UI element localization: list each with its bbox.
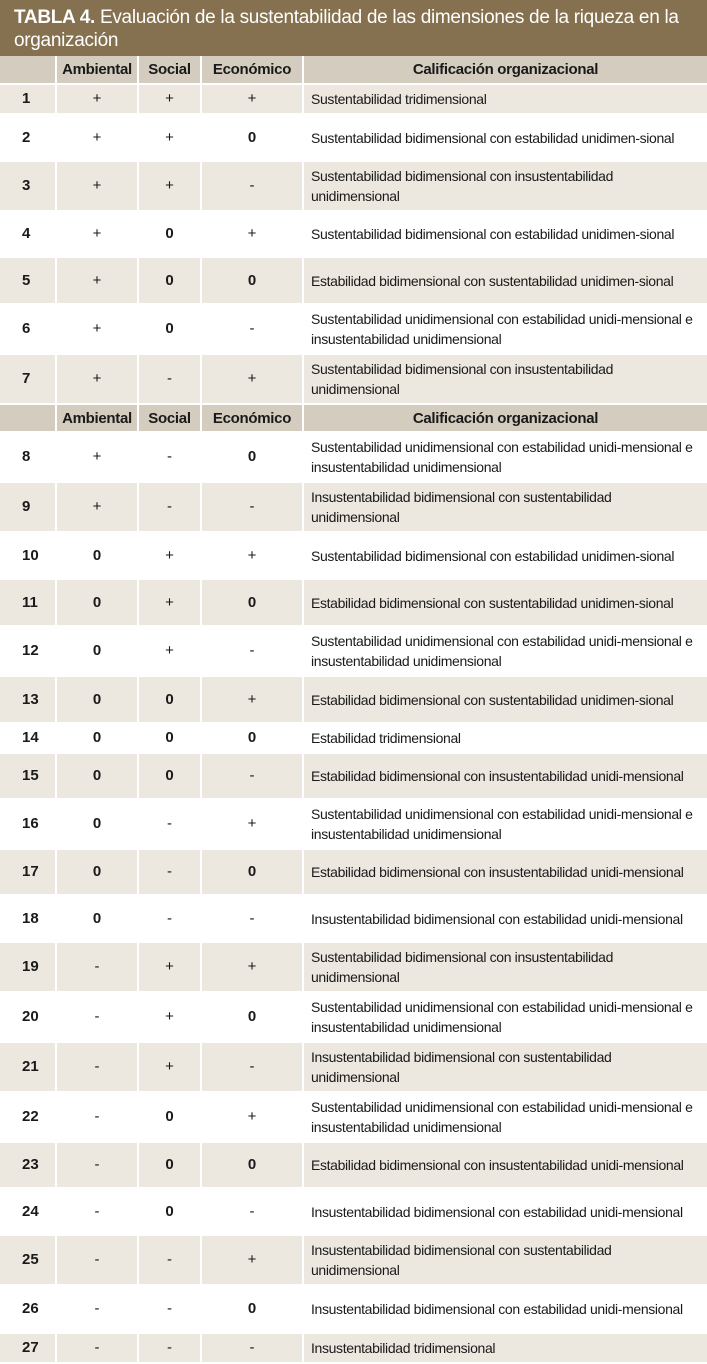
header-social: Social [138,56,201,84]
row-number: 16 [0,799,56,849]
table-row [0,257,707,304]
ambiental-value: + [56,354,138,404]
social-value: - [138,849,201,895]
header-number [0,56,56,84]
header-economico: Económico [201,404,303,432]
table-title-text: Evaluación de la sustentabilidad de las dimensiones de la riqueza en la organización [14,7,679,51]
social-value: 0 [138,1142,201,1188]
economico-value: - [201,753,303,799]
calificacion-text: Sustentabilidad bidimensional con insustentabilidad unidimensional [303,942,707,992]
economico-value: - [201,626,303,676]
table-row [0,532,707,579]
economico-value: - [201,1188,303,1235]
economico-value: 0 [201,579,303,626]
economico-value: - [201,895,303,942]
header-ambiental: Ambiental [56,56,138,84]
table-row [0,482,707,532]
economico-value: 0 [201,1142,303,1188]
header-row [0,56,707,84]
evaluation-table [0,56,707,1364]
social-value: + [138,161,201,211]
calificacion-text: Estabilidad bidimensional con sustentabilidad unidimen-sional [303,257,707,304]
social-value: + [138,579,201,626]
ambiental-value: + [56,432,138,482]
social-value: - [138,482,201,532]
header-ambiental: Ambiental [56,404,138,432]
social-value: + [138,532,201,579]
table-row [0,432,707,482]
economico-value: + [201,84,303,114]
row-number: 18 [0,895,56,942]
table-row [0,161,707,211]
row-number: 27 [0,1333,56,1363]
ambiental-value: 0 [56,626,138,676]
calificacion-text: Insustentabilidad bidimensional con sustentabilidad unidimensional [303,1042,707,1092]
table-row [0,942,707,992]
ambiental-value: - [56,1333,138,1363]
ambiental-value: 0 [56,849,138,895]
calificacion-text: Sustentabilidad unidimensional con estabilidad unidi-mensional e insustentabilidad unidimensional [303,799,707,849]
economico-value: - [201,482,303,532]
row-number: 26 [0,1285,56,1333]
ambiental-value: + [56,257,138,304]
table-row [0,84,707,114]
calificacion-text: Sustentabilidad bidimensional con estabilidad unidimen-sional [303,114,707,161]
header-row [0,404,707,432]
social-value: 0 [138,257,201,304]
economico-value: + [201,1235,303,1285]
calificacion-text: Insustentabilidad bidimensional con estabilidad unidi-mensional [303,1188,707,1235]
table-row [0,1142,707,1188]
table-row [0,1333,707,1363]
calificacion-text: Insustentabilidad tridimensional [303,1333,707,1363]
calificacion-text: Sustentabilidad unidimensional con estabilidad unidi-mensional e insustentabilidad unidimensional [303,626,707,676]
row-number: 4 [0,211,56,257]
row-number: 6 [0,304,56,354]
social-value: + [138,1042,201,1092]
economico-value: 0 [201,114,303,161]
table-row [0,1235,707,1285]
social-value: - [138,1235,201,1285]
ambiental-value: - [56,1188,138,1235]
row-number: 11 [0,579,56,626]
table-row [0,753,707,799]
economico-value: + [201,1092,303,1142]
social-value: + [138,942,201,992]
table-row [0,114,707,161]
ambiental-value: - [56,1235,138,1285]
social-value: + [138,992,201,1042]
economico-value: 0 [201,432,303,482]
table-body [0,84,707,1363]
social-value: 0 [138,1188,201,1235]
economico-value: + [201,354,303,404]
social-value: - [138,799,201,849]
social-value: + [138,626,201,676]
ambiental-value: 0 [56,532,138,579]
table-row [0,1285,707,1333]
economico-value: 0 [201,1285,303,1333]
table-row [0,1042,707,1092]
calificacion-text: Sustentabilidad unidimensional con estabilidad unidi-mensional e insustentabilidad unidimensional [303,992,707,1042]
ambiental-value: 0 [56,895,138,942]
table-title [0,0,707,56]
economico-value: 0 [201,992,303,1042]
social-value: + [138,114,201,161]
social-value: - [138,1333,201,1363]
calificacion-text: Insustentabilidad bidimensional con sustentabilidad unidimensional [303,1235,707,1285]
row-number: 2 [0,114,56,161]
row-number: 22 [0,1092,56,1142]
row-number: 9 [0,482,56,532]
row-number: 5 [0,257,56,304]
social-value: - [138,1285,201,1333]
row-number: 14 [0,723,56,753]
calificacion-text: Insustentabilidad bidimensional con estabilidad unidi-mensional [303,1285,707,1333]
ambiental-value: + [56,482,138,532]
economico-value: - [201,304,303,354]
economico-value: + [201,676,303,723]
table-row [0,579,707,626]
calificacion-text: Estabilidad tridimensional [303,723,707,753]
table-row [0,992,707,1042]
header-economico: Económico [201,56,303,84]
table-row [0,849,707,895]
calificacion-text: Sustentabilidad unidimensional con estabilidad unidi-mensional e insustentabilidad unidimensional [303,1092,707,1142]
row-number: 7 [0,354,56,404]
row-number: 8 [0,432,56,482]
table-row [0,354,707,404]
ambiental-value: - [56,1285,138,1333]
table-row [0,723,707,753]
ambiental-value: - [56,942,138,992]
ambiental-value: - [56,1092,138,1142]
calificacion-text: Insustentabilidad bidimensional con estabilidad unidi-mensional [303,895,707,942]
economico-value: + [201,532,303,579]
ambiental-value: + [56,84,138,114]
row-number: 19 [0,942,56,992]
header-social: Social [138,404,201,432]
ambiental-value: + [56,114,138,161]
calificacion-text: Sustentabilidad unidimensional con estabilidad unidi-mensional e insustentabilidad unidimensional [303,304,707,354]
calificacion-text: Estabilidad bidimensional con insustentabilidad unidi-mensional [303,753,707,799]
header-number [0,404,56,432]
row-number: 13 [0,676,56,723]
row-number: 1 [0,84,56,114]
economico-value: + [201,942,303,992]
calificacion-text: Sustentabilidad bidimensional con estabilidad unidimen-sional [303,211,707,257]
ambiental-value: 0 [56,799,138,849]
calificacion-text: Estabilidad bidimensional con insustentabilidad unidi-mensional [303,849,707,895]
row-number: 23 [0,1142,56,1188]
header-calificacion: Calificación organizacional [303,404,707,432]
social-value: 0 [138,753,201,799]
row-number: 25 [0,1235,56,1285]
calificacion-text: Estabilidad bidimensional con insustentabilidad unidi-mensional [303,1142,707,1188]
table-title-label: TABLA 4. [14,7,95,28]
table-row [0,895,707,942]
header-calificacion: Calificación organizacional [303,56,707,84]
table-row [0,676,707,723]
row-number: 24 [0,1188,56,1235]
calificacion-text: Sustentabilidad tridimensional [303,84,707,114]
row-number: 10 [0,532,56,579]
ambiental-value: 0 [56,579,138,626]
social-value: 0 [138,723,201,753]
ambiental-value: + [56,304,138,354]
ambiental-value: 0 [56,723,138,753]
calificacion-text: Sustentabilidad bidimensional con estabilidad unidimen-sional [303,532,707,579]
table-row [0,626,707,676]
row-number: 15 [0,753,56,799]
calificacion-text: Estabilidad bidimensional con sustentabilidad unidimen-sional [303,579,707,626]
calificacion-text: Insustentabilidad bidimensional con sustentabilidad unidimensional [303,482,707,532]
ambiental-value: 0 [56,676,138,723]
social-value: - [138,895,201,942]
economico-value: - [201,161,303,211]
social-value: + [138,84,201,114]
row-number: 17 [0,849,56,895]
ambiental-value: + [56,161,138,211]
social-value: 0 [138,304,201,354]
economico-value: 0 [201,849,303,895]
economico-value: - [201,1042,303,1092]
row-number: 20 [0,992,56,1042]
calificacion-text: Sustentabilidad bidimensional con insustentabilidad unidimensional [303,161,707,211]
calificacion-text: Sustentabilidad bidimensional con insustentabilidad unidimensional [303,354,707,404]
ambiental-value: 0 [56,753,138,799]
table-row [0,304,707,354]
ambiental-value: + [56,211,138,257]
table-row [0,211,707,257]
row-number: 12 [0,626,56,676]
economico-value: - [201,1333,303,1363]
calificacion-text: Sustentabilidad unidimensional con estabilidad unidi-mensional e insustentabilidad unidimensional [303,432,707,482]
table-row [0,1092,707,1142]
social-value: - [138,432,201,482]
ambiental-value: - [56,1142,138,1188]
ambiental-value: - [56,1042,138,1092]
economico-value: + [201,211,303,257]
social-value: - [138,354,201,404]
table-row [0,1188,707,1235]
row-number: 21 [0,1042,56,1092]
economico-value: 0 [201,723,303,753]
social-value: 0 [138,211,201,257]
economico-value: + [201,799,303,849]
economico-value: 0 [201,257,303,304]
table-row [0,799,707,849]
calificacion-text: Estabilidad bidimensional con sustentabilidad unidimen-sional [303,676,707,723]
ambiental-value: - [56,992,138,1042]
row-number: 3 [0,161,56,211]
social-value: 0 [138,676,201,723]
social-value: 0 [138,1092,201,1142]
